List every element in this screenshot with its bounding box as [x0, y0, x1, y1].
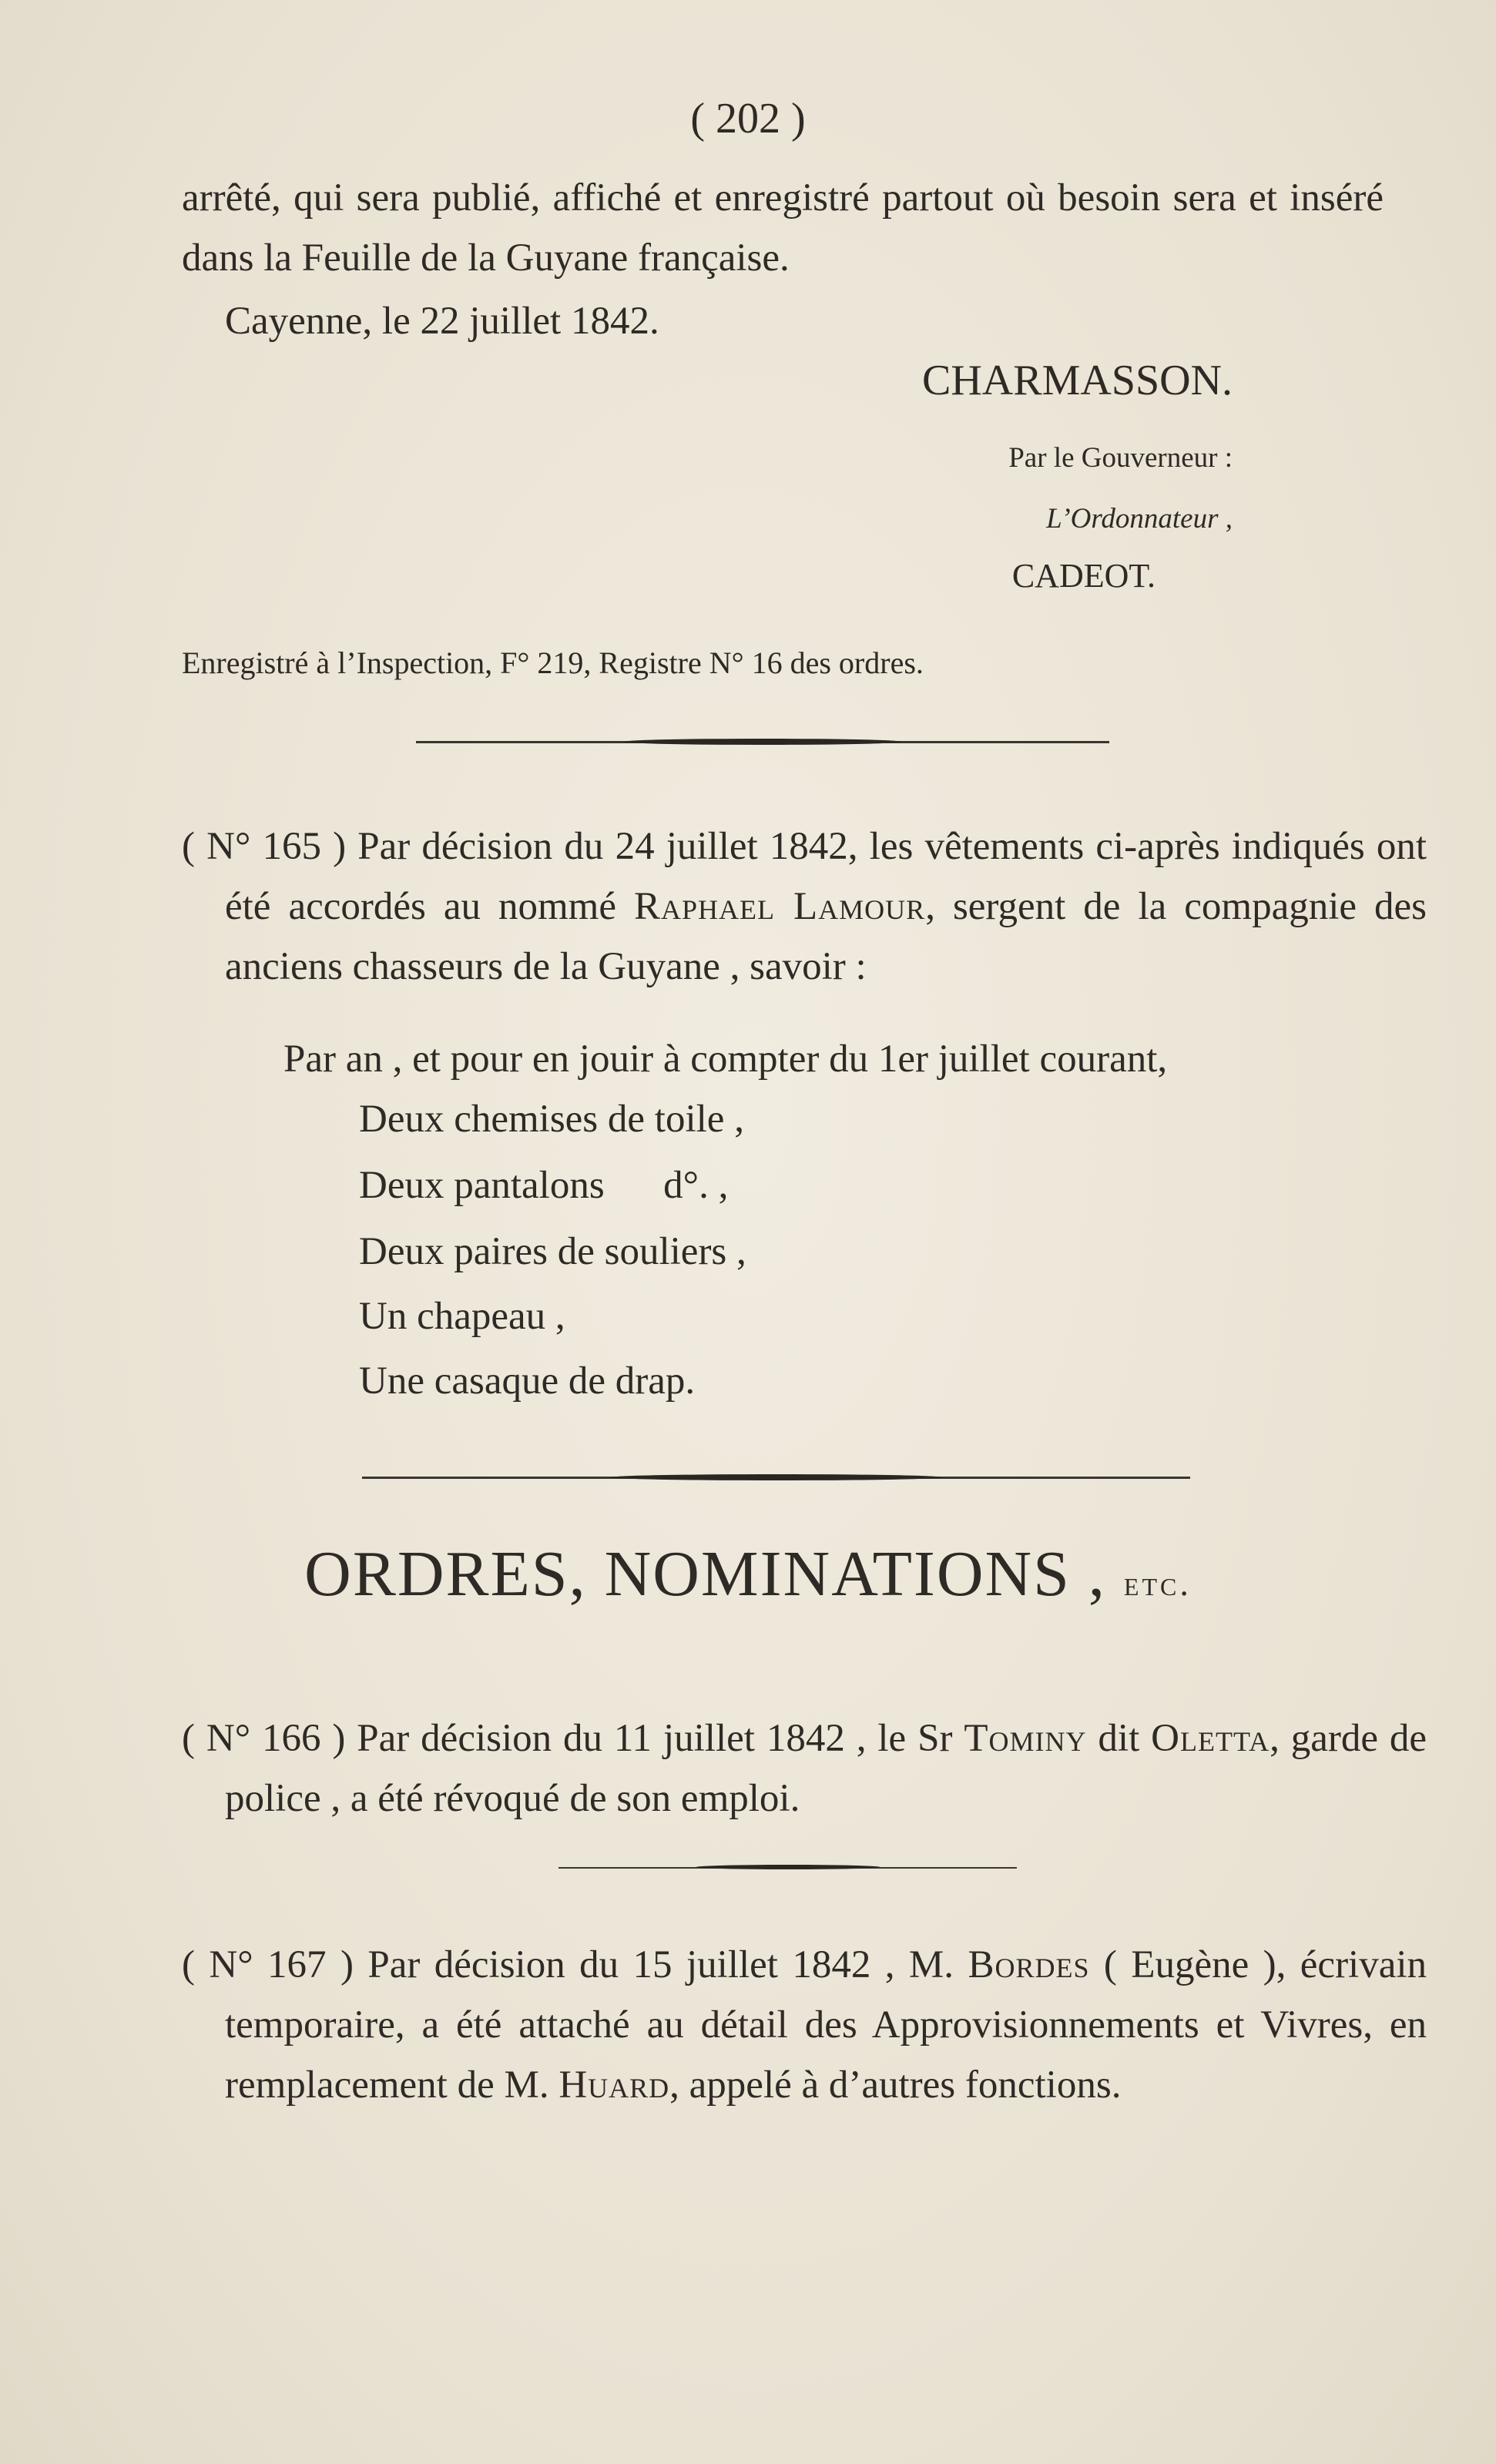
list-item: Deux chemises de toile ,	[359, 1098, 744, 1141]
signature-by: Par le Gouverneur :	[1008, 442, 1233, 474]
dateline: Cayenne, le 22 juillet 1842.	[225, 300, 659, 343]
entry-text: ( Eugène ), écrivain temporaire, a été attaché au détail des Approvisionnements et Vivres, en remplacement de M.	[225, 1943, 1427, 2107]
list-item: Un chapeau ,	[359, 1295, 565, 1338]
entry-text: , sergent de la compagnie des anciens chasseurs de la Guyane , savoir :	[225, 885, 1427, 988]
entry-text: , garde de police , a été révoqué de son emploi.	[225, 1717, 1427, 1820]
list-item: Une casaque de drap.	[359, 1359, 696, 1403]
list-item: Deux pantalons d°. ,	[359, 1164, 729, 1207]
entry-number: ( N° 166 )	[182, 1717, 346, 1760]
entry-165-intro: Par an , et pour en jouir à compter du 1er juillet courant,	[283, 1038, 1168, 1081]
entry-text: Par décision du 11 juillet 1842 , le Sr	[357, 1717, 953, 1760]
person-name: Oletta	[1151, 1717, 1270, 1760]
person-name: Bordes	[968, 1943, 1090, 1986]
person-name: Raphael Lamour	[633, 885, 926, 928]
entry-166	[182, 1708, 1427, 1829]
entry-text: dit	[1098, 1717, 1140, 1760]
entry-number: ( N° 167 )	[182, 1943, 354, 1986]
entry-text: Par décision du 15 juillet 1842 , M.	[367, 1943, 954, 1986]
entry-text: Par décision du 24 juillet 1842, les vêtements ci-après indiqués ont été accordés au nommé	[225, 825, 1427, 928]
page-number: ( 202 )	[690, 95, 806, 142]
closing-paragraph: arrêté, qui sera publié, affiché et enregistré partout où besoin sera et inséré dans la Feuille de la Guyane française.	[182, 176, 1384, 280]
section-heading: ORDRES, NOMINATIONS , etc.	[304, 1538, 1192, 1610]
signature-name: CHARMASSON.	[922, 357, 1233, 404]
list-item: Deux paires de souliers ,	[359, 1230, 746, 1273]
entry-167	[182, 1935, 1427, 2115]
signature-role: L’Ordonnateur ,	[1046, 503, 1233, 535]
entry-text: , appelé à d’autres fonctions.	[669, 2063, 1122, 2107]
registration-note: Enregistré à l’Inspection, F° 219, Registre N° 16 des ordres.	[182, 645, 924, 680]
person-name: Tominy	[964, 1717, 1087, 1760]
entry-165	[182, 816, 1427, 997]
signature-name-2: CADEOT.	[1011, 557, 1156, 595]
entry-number: ( N° 165 )	[182, 825, 347, 868]
section-heading-etc: etc.	[1123, 1564, 1192, 1603]
person-name: Huard	[558, 2063, 670, 2107]
